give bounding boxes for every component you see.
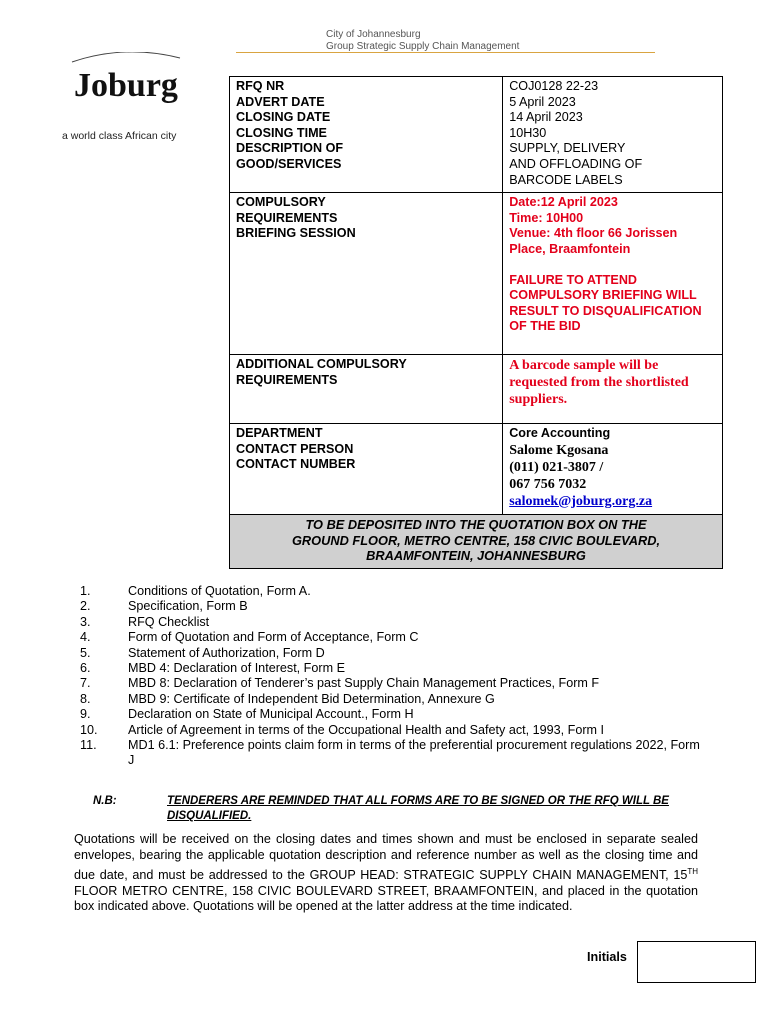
list-item — [80, 646, 700, 661]
additional-requirements-label: ADDITIONAL COMPULSORY — [236, 357, 407, 372]
initials-label: Initials — [587, 950, 627, 964]
deposit-line-3: BRAAMFONTEIN, JOHANNESBURG — [366, 548, 586, 564]
table-row — [230, 424, 723, 515]
contact-person-value: Salome Kgosana — [509, 442, 609, 458]
closing-time-value: 10H30 — [509, 125, 547, 140]
label-cell — [230, 77, 503, 193]
list-item — [80, 723, 700, 738]
description-value-3: BARCODE LABELS — [509, 172, 623, 187]
description-label: DESCRIPTION OF — [236, 141, 344, 156]
list-item-number: 10. — [80, 722, 98, 737]
briefing-time: Time: 10H00 — [509, 210, 584, 225]
advert-date-value: 5 April 2023 — [509, 94, 576, 109]
list-item — [80, 599, 700, 614]
list-item-number: 2. — [80, 599, 91, 614]
list-item-number: 3. — [80, 614, 91, 629]
paragraph-text: Quotations will be received on the closing dates and times shown and must be enclosed in separate sealed envelopes, bearing the applicable quotation description and reference number as well as the closing time and due date, and must be addressed to the GROUP HEAD: STRATEGIC SUPPLY CHAIN MANAGEMENT, 15 — [74, 832, 698, 882]
briefing-label-3: BRIEFING SESSION — [236, 226, 356, 241]
list-item — [80, 707, 700, 722]
deposit-line: TO BE DEPOSITED INTO THE QUOTATION BOX ON THE — [305, 517, 647, 533]
submission-paragraph — [74, 832, 698, 915]
value-cell — [503, 355, 723, 424]
paragraph-superscript: TH — [687, 866, 698, 876]
list-item-text: MBD 9: Certificate of Independent Bid Determination, Annexure G — [128, 691, 495, 706]
contact-person-label: CONTACT PERSON — [236, 441, 354, 456]
list-item-number: 9. — [80, 707, 91, 722]
contact-number-value: (011) 021-3807 / — [509, 459, 604, 475]
list-item-text: Declaration on State of Municipal Account., Form H — [128, 707, 414, 722]
deposit-line-2: GROUND FLOOR, METRO CENTRE, 158 CIVIC BOULEVARD, — [291, 532, 661, 548]
header-org: City of Johannesburg — [326, 29, 421, 40]
rfq-details-table — [229, 76, 723, 569]
header-unit: Group Strategic Supply Chain Management — [326, 41, 520, 52]
list-item — [80, 584, 700, 599]
list-item-text: MBD 8: Declaration of Tenderer’s past Supply Chain Management Practices, Form F — [128, 676, 600, 691]
list-item-number: 4. — [80, 630, 91, 645]
list-item-number: 5. — [80, 645, 91, 660]
description-label-2: GOOD/SERVICES — [236, 156, 342, 171]
forms-list — [80, 584, 700, 769]
deposit-instructions — [230, 515, 723, 569]
description-value-2: AND OFFLOADING OF — [509, 156, 643, 171]
briefing-venue: Venue: 4th floor 66 Jorissen Place, Braamfontein — [509, 226, 678, 256]
document-header — [326, 29, 519, 53]
contact-number-label: CONTACT NUMBER — [236, 457, 356, 472]
list-item — [80, 615, 700, 630]
value-cell — [503, 193, 723, 355]
closing-time-label: CLOSING TIME — [236, 125, 327, 140]
list-item-number: 8. — [80, 691, 91, 706]
list-item — [80, 676, 700, 691]
contact-email-link[interactable]: salomek@joburg.org.za — [509, 493, 653, 509]
list-item-text: Form of Quotation and Form of Acceptance, Form C — [128, 630, 419, 645]
logo-tagline: a world class African city — [62, 130, 177, 142]
list-item-number: 11. — [80, 738, 97, 753]
list-item-number: 6. — [80, 661, 91, 676]
additional-requirements-label-2: REQUIREMENTS — [236, 372, 338, 387]
list-item-text: Statement of Authorization, Form D — [128, 645, 325, 660]
department-value: Core Accounting — [509, 426, 611, 441]
closing-date-label: CLOSING DATE — [236, 110, 331, 125]
list-item-text: MBD 4: Declaration of Interest, Form E — [128, 661, 345, 676]
table-row — [230, 193, 723, 355]
table-row — [230, 355, 723, 424]
nb-text: TENDERERS ARE REMINDED THAT ALL FORMS ARE TO BE SIGNED OR THE RFQ WILL BE DISQUALIFIED. — [167, 795, 669, 822]
closing-date-value: 14 April 2023 — [509, 110, 583, 125]
description-value: SUPPLY, DELIVERY — [509, 141, 626, 156]
list-item-text: MD1 6.1: Preference points claim form in terms of the preferential procurement regulations 2022, Form J — [128, 738, 700, 768]
list-item-text: RFQ Checklist — [128, 614, 210, 629]
table-row — [230, 515, 723, 569]
briefing-warning: FAILURE TO ATTEND COMPULSORY BRIEFING WILL RESULT TO DISQUALIFICATION OF THE BID — [509, 272, 702, 334]
rfq-nr-label: RFQ NR — [236, 79, 285, 93]
advert-date-label: ADVERT DATE — [236, 94, 325, 109]
list-item-text: Article of Agreement in terms of the Occupational Health and Safety act, 1993, Form I — [128, 722, 605, 737]
list-item-number: 1. — [80, 584, 91, 598]
initials-field[interactable] — [637, 941, 756, 983]
value-cell — [503, 424, 723, 515]
additional-requirements-value: A barcode sample will be requested from the shortlisted suppliers. — [509, 358, 689, 408]
briefing-label-2: REQUIREMENTS — [236, 210, 338, 225]
list-item — [80, 630, 700, 645]
header-divider — [236, 52, 655, 53]
label-cell — [230, 424, 503, 515]
label-cell — [230, 355, 503, 424]
department-label: DEPARTMENT — [236, 426, 323, 441]
contact-number-value-2: 067 756 7032 — [509, 476, 587, 492]
briefing-date: Date:12 April 2023 — [509, 195, 618, 210]
list-item — [80, 661, 700, 676]
rfq-nr-value: COJ0128 22-23 — [509, 79, 599, 93]
list-item-number: 7. — [80, 676, 91, 691]
list-item — [80, 692, 700, 707]
label-cell — [230, 193, 503, 355]
list-item-text: Conditions of Quotation, Form A. — [128, 584, 311, 598]
briefing-label: COMPULSORY — [236, 195, 326, 210]
paragraph-text-2: FLOOR METRO CENTRE, 158 CIVIC BOULEVARD STREET, BRAAMFONTEIN, and placed in the quotation box indicated above. Quotations will be opened at the latter address at the time indicated. — [74, 883, 698, 914]
list-item — [80, 738, 700, 769]
logo-arc — [72, 52, 180, 62]
nb-label: N.B: — [93, 795, 117, 807]
list-item-text: Specification, Form B — [128, 599, 248, 614]
table-row — [230, 77, 723, 193]
logo-wordmark: Joburg — [74, 67, 178, 104]
value-cell — [503, 77, 723, 193]
